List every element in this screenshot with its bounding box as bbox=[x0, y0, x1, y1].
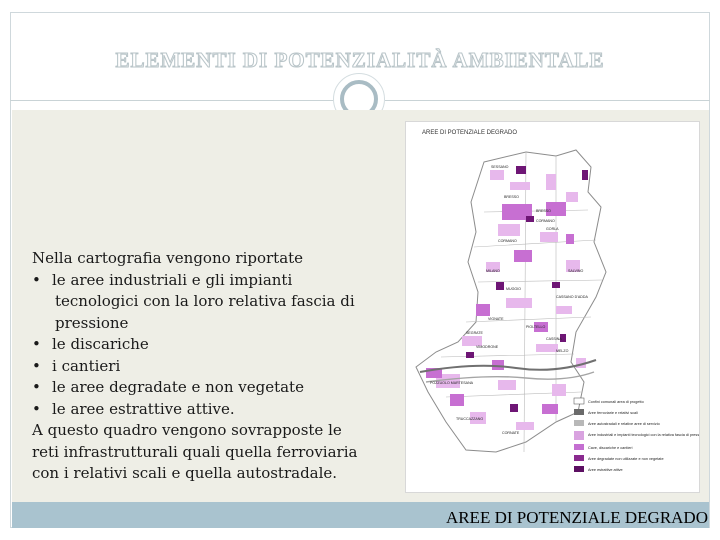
list-item-text: le aree industriali e gli impianti bbox=[52, 270, 293, 289]
list-item bbox=[32, 356, 392, 378]
closing-line: con i relativi scali e quella autostradale. bbox=[32, 464, 338, 482]
place-label: MILANO bbox=[486, 269, 500, 273]
legend-label: Confini comunali area di progetto bbox=[588, 400, 644, 404]
list-item-continuation: tecnologici con la loro relativa fascia di bbox=[55, 292, 355, 310]
list-item bbox=[32, 334, 392, 356]
legend-swatch bbox=[574, 420, 584, 426]
map-heading: AREE DI POTENZIALE DEGRADO bbox=[422, 130, 518, 136]
footer-caption: AREE DI POTENZIALE DEGRADO bbox=[445, 508, 708, 527]
place-label: GORLA bbox=[546, 227, 559, 231]
place-label: MUGGIO bbox=[506, 287, 521, 291]
place-label: VIGNATE bbox=[488, 317, 504, 321]
bullet: • bbox=[32, 399, 41, 418]
legend-label: Aree autostradali e relative aree di servizio bbox=[588, 422, 660, 426]
place-label: SESSANO bbox=[491, 165, 509, 169]
legend-label: Aree estrattive attive bbox=[588, 468, 623, 472]
place-label: CORMANO bbox=[536, 219, 555, 223]
bullet: • bbox=[32, 335, 41, 353]
list-item bbox=[32, 270, 392, 292]
legend-swatch bbox=[574, 466, 584, 472]
place-label: POZZUOLO MARTESANA bbox=[430, 381, 474, 385]
list-item bbox=[32, 377, 392, 399]
bullet: • bbox=[32, 378, 41, 396]
map-legend bbox=[574, 398, 699, 472]
list-item-text: le discariche bbox=[52, 335, 149, 353]
list-item-text: le aree estrattive attive. bbox=[52, 399, 235, 418]
place-label: MELZO bbox=[556, 349, 569, 353]
legend-swatch bbox=[574, 455, 584, 461]
list-item-continuation: pressione bbox=[55, 313, 129, 332]
place-label: TRUCCAZZANO bbox=[456, 417, 484, 421]
closing-line: reti infrastrutturali quali quella ferroviaria bbox=[32, 442, 358, 461]
closing-line: A questo quadro vengono sovrapposte le bbox=[32, 421, 342, 439]
place-label: SEGRATE bbox=[466, 331, 483, 335]
title-divider-left bbox=[10, 100, 340, 101]
legend-swatch bbox=[574, 444, 584, 450]
list-item bbox=[32, 399, 392, 421]
list-item-text: i cantieri bbox=[52, 356, 121, 375]
bullet: • bbox=[32, 270, 41, 289]
place-label: BRESSO bbox=[536, 209, 551, 213]
bullet: • bbox=[32, 356, 41, 375]
legend-swatch bbox=[574, 409, 584, 415]
legend-label: Cave, discariche e cantieri bbox=[588, 446, 633, 450]
place-label: PIOLTELLO bbox=[526, 325, 546, 329]
place-label: BRESSO bbox=[504, 195, 519, 199]
place-label: CASSINA bbox=[546, 337, 562, 341]
body-text bbox=[32, 248, 392, 485]
legend-label: Aree industriali e impianti tecnologici con la relativa fascia di pressione bbox=[588, 433, 699, 437]
place-label: SALVINO bbox=[568, 269, 584, 273]
title-divider-right bbox=[385, 100, 710, 101]
map-svg bbox=[406, 122, 699, 492]
list-item-text: le aree degradate e non vegetate bbox=[52, 378, 304, 396]
slide-title: ELEMENTI DI POTENZIALITÀ AMBIENTALE bbox=[115, 48, 605, 72]
map-image bbox=[405, 121, 700, 493]
place-label: CASSANO D'ADDA bbox=[556, 295, 588, 299]
place-label: VIMODRONE bbox=[476, 345, 499, 349]
legend-label: Aree ferroviarie e relativi scali bbox=[588, 411, 638, 415]
place-label: CORNATE bbox=[502, 431, 520, 435]
legend-swatch bbox=[574, 431, 584, 440]
legend-label: Aree degradate non utilizzate e non vegetate bbox=[588, 457, 664, 461]
intro-line: Nella cartografia vengono riportate bbox=[32, 249, 304, 267]
place-label: CORMANO bbox=[498, 239, 517, 243]
legend-swatch bbox=[574, 398, 584, 404]
